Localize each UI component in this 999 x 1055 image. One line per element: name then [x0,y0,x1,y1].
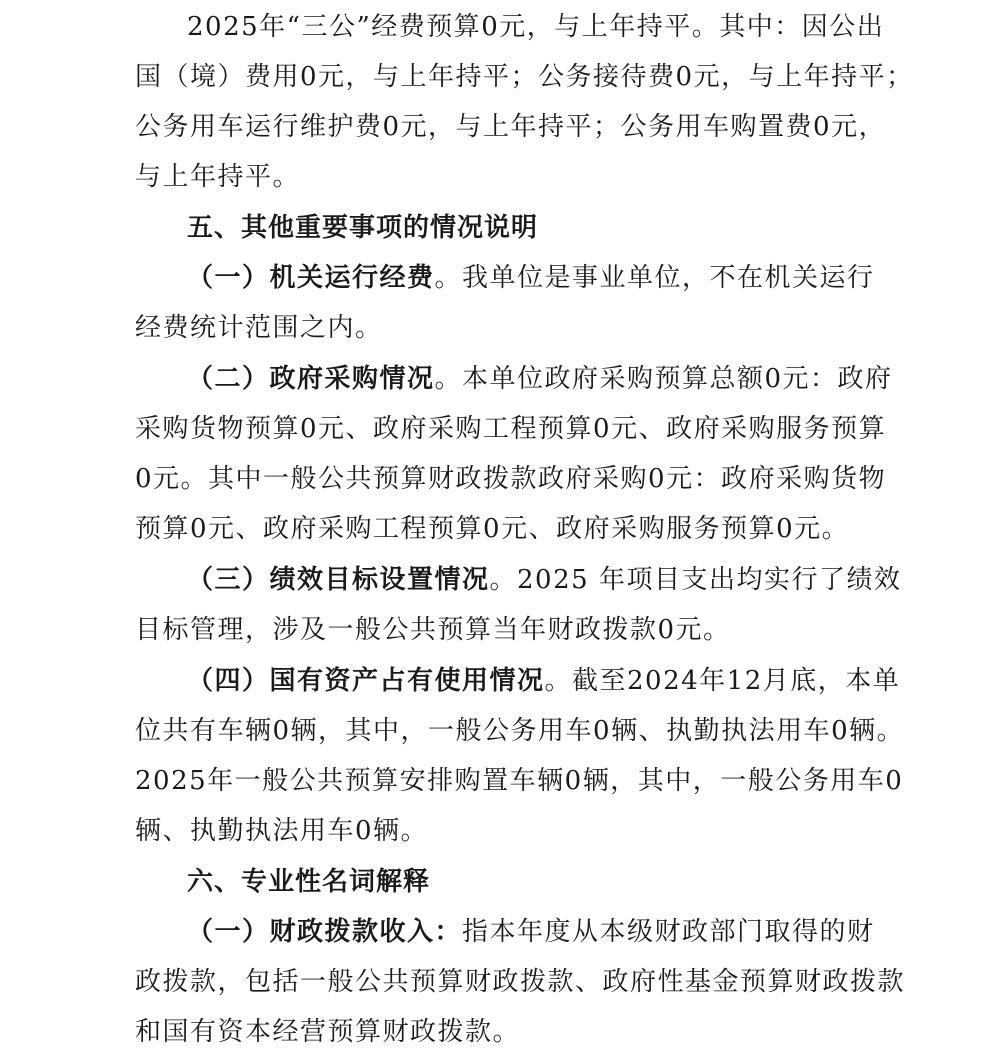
text-line: 与上年持平。 [135,162,301,192]
subsection-title: （三）绩效目标设置情况 [187,565,490,595]
text-line: 政拨款，包括一般公共预算财政拨款、政府性基金预算财政拨款 [135,967,906,997]
text-span: 。2025 年项目支出均实行了绩效 [489,565,902,595]
text-line [187,917,875,947]
text-line: 辆、执勤执法用车0辆。 [135,816,429,846]
subsection-title: （一）财政拨款收入： [187,917,463,947]
text-span: 。截至2024年12月底，本单 [544,666,901,696]
text-line: 2025年“三公”经费预算0元，与上年持平。其中：因公出 [187,12,885,42]
section-heading: 六、专业性名词解释 [187,867,431,897]
text-span: 。我单位是事业单位，不在机关运行 [434,263,875,293]
text-line: 经费统计范围之内。 [135,313,383,343]
text-line: 和国有资本经营预算财政拨款。 [135,1017,521,1047]
text-line: 位共有车辆0辆，其中，一般公务用车0辆、执勤执法用车0辆。 [135,716,905,746]
text-line: 2025年一般公共预算安排购置车辆0辆，其中，一般公务用车0 [135,766,904,796]
text-line: 公务用车运行维护费0元，与上年持平；公务用车购置费0元， [135,112,887,142]
text-span: 。本单位政府采购预算总额0元：政府 [434,364,893,394]
section-heading: 五、其他重要事项的情况说明 [187,213,539,243]
text-line: 目标管理，涉及一般公共预算当年财政拨款0元。 [135,615,731,645]
subsection-title: （四）国有资产占有使用情况 [187,666,545,696]
text-line [187,364,893,394]
text-line: 采购货物预算0元、政府采购工程预算0元、政府采购服务预算 [135,414,887,444]
subsection-title: （二）政府采购情况 [187,364,435,394]
text-line: 国（境）费用0元，与上年持平；公务接待费0元，与上年持平； [135,62,914,92]
text-line [187,565,901,595]
text-line: 0元。其中一般公共预算财政拨款政府采购0元：政府采购货物 [135,464,887,494]
text-line [187,263,875,293]
subsection-title: （一）机关运行经费 [187,263,435,293]
text-line: 预算0元、政府采购工程预算0元、政府采购服务预算0元。 [135,514,850,544]
text-span: 指本年度从本级财政部门取得的财 [462,917,875,947]
text-line [187,666,900,696]
